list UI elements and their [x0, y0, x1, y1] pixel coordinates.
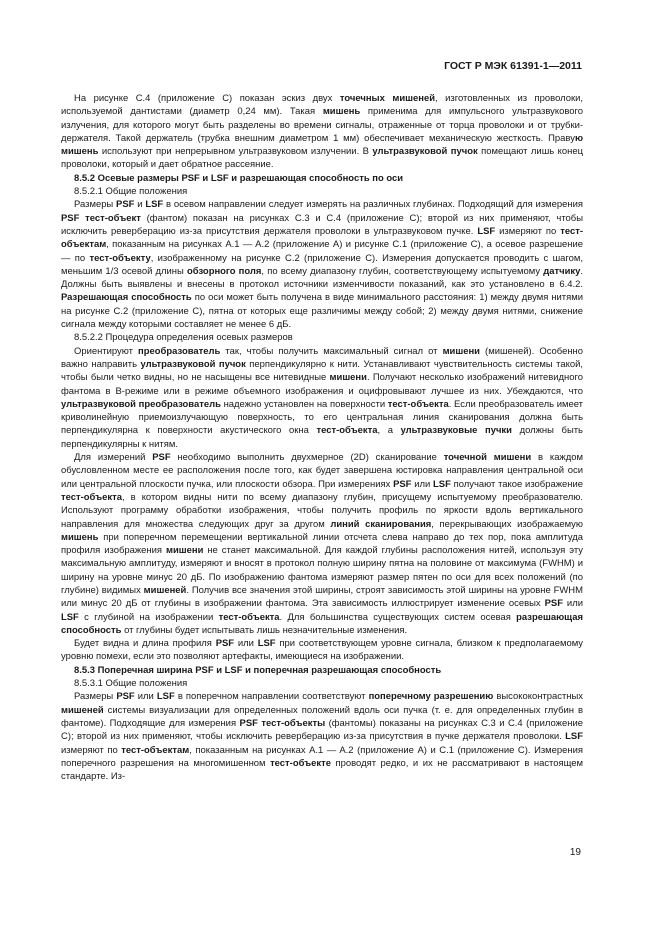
paragraph-psf-scan: Для измерений PSF необходимо выполнить двухмерное (2D) сканирование точечной мишени в каждом обусловленном месте ее расположения после того, как будет завершена юстировка направления центральной оси или центральной плоскости пучка, или плоскости обзора. При измерениях PSF или LSF получают такое изображение тест-объекта, в котором видны нити по всему диапазону глубин, присущему испытуемому преобразователю. Используют программу обработки изображения, чтобы получить профиль по яркости вдоль вертикального направления для множества следующих друг за другом линий сканирования, перекрывающих изображаемую мишень при поперечном перемещении вертикальной линии отсчета слева направо до тех пор, пока амплитуда профиля изображения мишени не станет максимальной. Для каждой глубины расположения нитей, используя эту максимальную амплитуду, измеряют и вносят в протокол полную ширину пятна на половине от максимума (FWHM) и ширину на уровне минус 20 дБ. По изображению фантома измеряют размер пятен по оси для всех положений (по глубине) видимых мишеней. Получив все значения этой ширины, строят зависимость этой ширины на уровне FWHM или минус 20 дБ от глубины в изображении фантома. Эта зависимость иллюстрирует изменение осевых PSF или LSF с глубиной на изображении тест-объекта. Для большинства существующих систем осевая разрешающая способность от глубины будет испытывать лишь незначительные изменения.	[61, 452, 584, 636]
paragraph-lateral: Размеры PSF или LSF в поперечном направлении соответствуют поперечному разрешению высококонтрастных мишеней системы визуализации для определенных положений вдоль оси пучка (т. е. для определенных глубин в фантоме). Подходящие для измерения PSF тест-объекты (фантомы) показаны на рисунках C.3 и C.4 (приложение C); второй из них применяют, чтобы исключить реверберацию из-за присутствия в пучке держателя проволоки. LSF измеряют по тест-объектам, показанным на рисунках A.1 — A.2 (приложение A) и C.1 (приложение C). Измерения поперечного разрешения на многомишенном тест-объекте проводят редко, и их не рассматривают в настоящем стандарте. Из-	[61, 691, 584, 783]
heading-8-5-3: 8.5.3 Поперечная ширина PSF и LSF и поперечная разрешающая способность	[74, 664, 442, 676]
subheading-8-5-2-1: 8.5.2.1 Общие положения	[74, 186, 188, 198]
paragraph-axial-measurement: Размеры PSF и LSF в осевом направлении следует измерять на различных глубинах. Подходящий для измерения PSF тест-объект (фантом) показан на рисунках C.3 и C.4 (приложение C); второй из них применяют, чтобы исключить реверберацию из-за присутствия держателя проволоки в ультразвуковом пучке. LSF измеряют по тест-объектам, показанным на рисунках A.1 — A.2 (приложение A) и рисунке C.1 (приложение C), а осевое разрешение — по тест-объекту, изображенному на рисунке C.2 (приложение C). Измерения допускается проводить с шагом, меньшим 1/3 осевой длины обзорного поля, по всему диапазону глубин, соответствующему испытуемому датчику. Должны быть выявлены и внесены в протокол источники изменчивости показаний, как это установлено в 6.4.2. Разрешающая способность по оси может быть получена в виде минимального расстояния: 1) между двумя нитями на рисунке C.2 (приложение C), пятна от которых еще различимы между собой; 2) между двумя нитями, снижение сигнала между которыми составляет не менее 6 дБ.	[61, 199, 583, 331]
subheading-8-5-3-1: 8.5.3.1 Общие положения	[74, 678, 188, 690]
paragraph-visibility: Будет видна и длина профиля PSF или LSF при соответствующем уровне сигнала, близком к предполагаемому уровню помехи, если это позволяют артефакты, имеющиеся на изображении.	[61, 638, 584, 663]
page-body	[61, 92, 583, 783]
heading-8-5-2: 8.5.2 Осевые размеры PSF и LSF и разрешающая способность по оси	[74, 172, 404, 184]
subheading-8-5-2-2: 8.5.2.2 Процедура определения осевых размеров	[74, 332, 293, 344]
paragraph-c4-description: На рисунке C.4 (приложение C) показан эскиз двух точечных мишеней, изготовленных из проволоки, используемой дантистами (диаметр 0,24 мм). Такая мишень применима для импульсного ультразвукового излучения, для которого могут быть разделены во времени сигналы, отраженные от торца проволоки и от трубки-держателя. Такой держатель (трубка внешним диаметром 1 мм) обеспечивает механическую жесткость. Правую мишень используют при непрерывном ультразвуковом излучении. В ультразвуковой пучок помещают лишь конец проволоки, который и дает обратное рассеяние.	[61, 93, 584, 171]
page-number: 19	[569, 847, 581, 858]
document-header: ГОСТ Р МЭК 61391-1—2011	[444, 60, 582, 72]
paragraph-orientation: Ориентируют преобразователь так, чтобы получить максимальный сигнал от мишени (мишеней). Особенно важно направить ультразвуковой пучок перпендикулярно к нити. Устанавливают чувствительность системы такой, чтобы были четко видны, но не насыщены все нитевидные мишени. Получают несколько изображений нитевидного фантома в B-режиме или в режиме объемного изображения и оцифровывают лучшее из них. Убеждаются, что ультразвуковой преобразователь надежно установлен на поверхности тест-объекта. Если преобразователь имеет криволинейную приемоизлучающую поверхность, то его центральная линия сканирования должна быть перпендикулярна к поверхности акустического окна тест-объекта, а ультразвуковые пучки должны быть перпендикулярны к нитям.	[61, 345, 583, 450]
